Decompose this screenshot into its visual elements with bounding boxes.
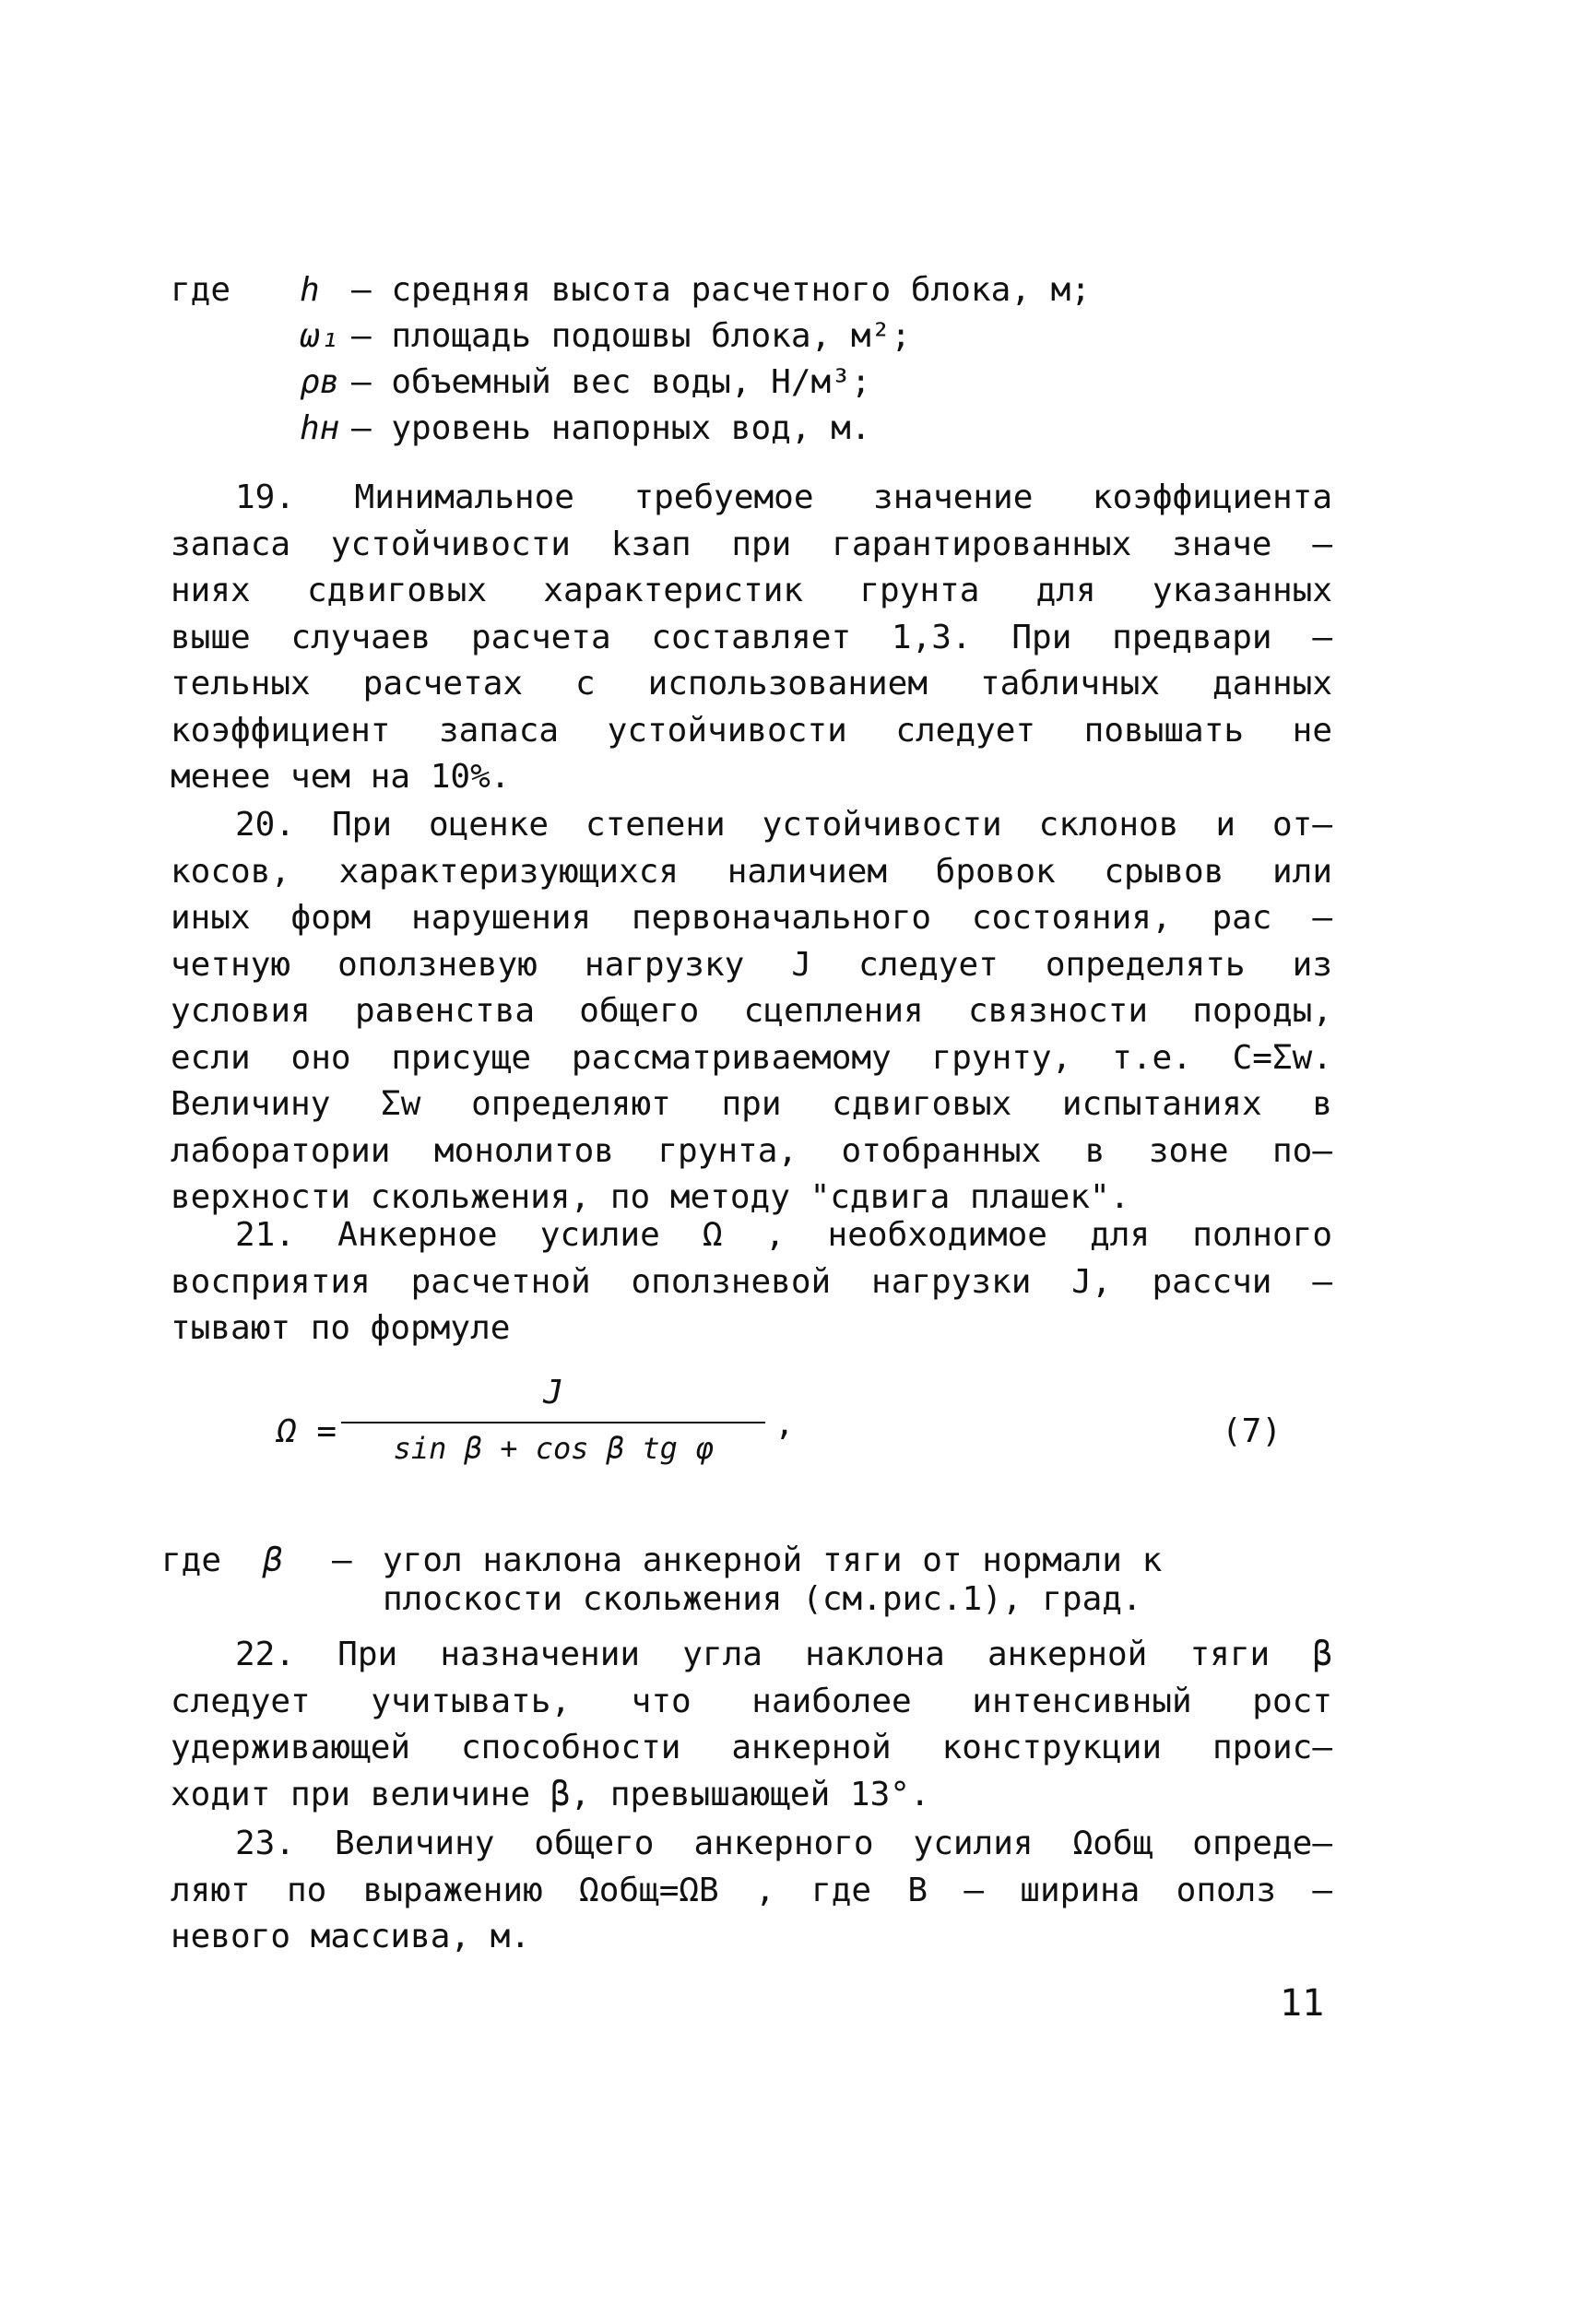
definition-dash: –: [332, 1541, 352, 1579]
paragraph-20: [171, 802, 1332, 1222]
text-line: тельных расчетах с использованием табличных данных: [171, 665, 1332, 703]
formula-comma: ,: [774, 1405, 795, 1443]
definition-symbol: ρв: [300, 363, 340, 401]
definition-text: – средняя высота расчетного блока, м;: [351, 271, 1091, 309]
text-line: 20. При оценке степени устойчивости склонов и от–: [235, 806, 1332, 844]
definition-text: – уровень напорных вод, м.: [351, 409, 871, 447]
text-line: косов, характеризующихся наличием бровок срывов или: [171, 852, 1332, 891]
definitions-lead: где: [171, 271, 231, 309]
text-line: ходит при величине β, превышающей 13°.: [171, 1775, 930, 1813]
text-line: восприятия расчетной оползневой нагрузки J, рассчи –: [171, 1262, 1332, 1301]
text-line: Величину Σw определяют при сдвиговых испытаниях в: [171, 1085, 1332, 1123]
definition-lead: где: [161, 1541, 222, 1579]
text-line: 22. При назначении угла наклона анкерной тяги β: [235, 1636, 1332, 1673]
definition-symbol: ω₁: [300, 317, 340, 355]
paragraph-21: [171, 1212, 1332, 1352]
definition-row: [300, 313, 911, 360]
definition-row: [300, 360, 871, 406]
definition-row: [300, 406, 871, 452]
definition-text-line-2: плоскости скольжения (см.рис.1), град.: [383, 1580, 1142, 1618]
definition-row: [300, 267, 1091, 313]
definition-text: – площадь подошвы блока, м²;: [351, 317, 911, 355]
formula-lhs: Ω =: [277, 1412, 337, 1450]
text-line: четную оползневую нагрузку J следует определять из: [171, 945, 1332, 984]
formula-denominator: sin β + cos β tg φ: [393, 1431, 714, 1466]
text-line: 21. Анкерное усилие Ω , необходимое для полного: [235, 1216, 1332, 1254]
paragraph-22: [171, 1632, 1332, 1818]
definition-text-line-1: угол наклона анкерной тяги от нормали к: [383, 1541, 1163, 1579]
definition-symbol: β: [263, 1541, 283, 1579]
page-number: 11: [1280, 1982, 1325, 2025]
text-line: тывают по формуле: [171, 1309, 511, 1347]
text-line: следует учитывать, что наиболее интенсивный рост: [171, 1682, 1332, 1720]
text-line: запаса устойчивости kзап при гарантированных значе –: [171, 525, 1332, 563]
text-line: иных форм нарушения первоначального состояния, рас –: [171, 899, 1332, 937]
text-line: коэффициент запаса устойчивости следует повышать не: [171, 711, 1332, 750]
definition-symbol: h: [300, 271, 320, 309]
text-line: если оно присуще рассматриваемому грунту, т.е. C=Σw.: [171, 1038, 1332, 1077]
fraction-bar: [341, 1422, 765, 1423]
paragraph-19: [171, 475, 1332, 801]
text-line: лаборатории монолитов грунта, отобранных в зоне по–: [171, 1131, 1332, 1170]
definition-text: – объемный вес воды, Н/м³;: [351, 363, 871, 401]
equation-number: (7): [1221, 1412, 1282, 1450]
text-line: условия равенства общего сцепления связности породы,: [171, 992, 1332, 1030]
text-line: менее чем на 10%.: [171, 758, 511, 796]
text-line: верхности скольжения, по методу "сдвига плашек".: [171, 1178, 1130, 1216]
text-line: 19. Минимальное требуемое значение коэффициента: [235, 478, 1332, 516]
paragraph-23: [171, 1821, 1332, 1961]
text-line: выше случаев расчета составляет 1,3. При предвари –: [171, 618, 1332, 656]
text-line: 23. Величину общего анкерного усилия Ωобщ опреде–: [235, 1825, 1332, 1862]
formula-7: [277, 1374, 1337, 1494]
text-line: невого массива, м.: [171, 1918, 531, 1955]
text-line: удерживающей способности анкерной конструкции проис–: [171, 1729, 1332, 1766]
formula-numerator: J: [543, 1374, 563, 1411]
text-line: ляют по выражению Ωобщ=ΩB , где B – ширина ополз –: [171, 1871, 1332, 1909]
text-line: ниях сдвиговых характеристик грунта для указанных: [171, 572, 1332, 609]
definition-symbol: hн: [300, 409, 340, 447]
